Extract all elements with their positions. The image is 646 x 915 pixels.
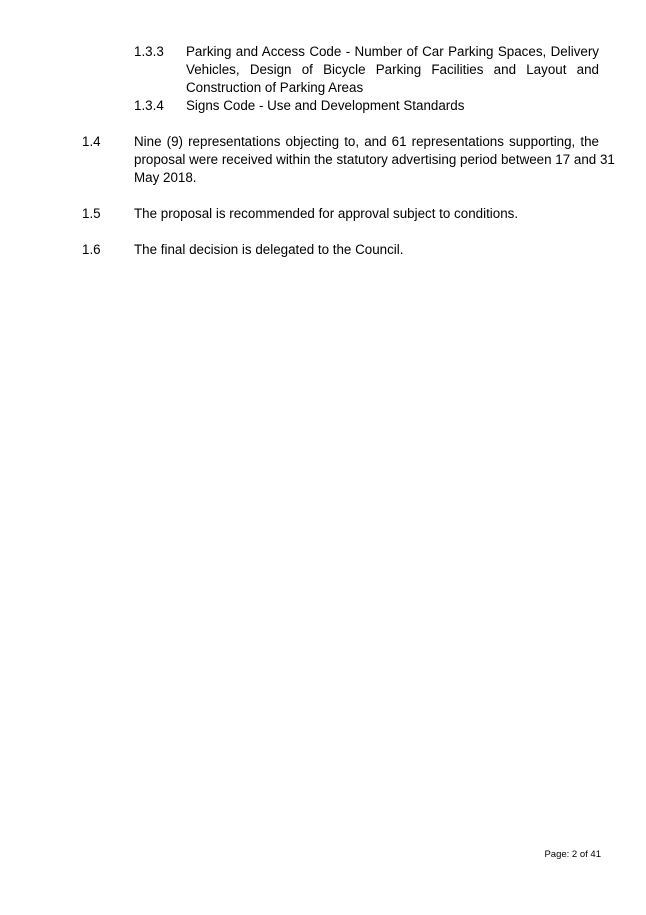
item-text bbox=[134, 241, 599, 259]
item-text bbox=[186, 43, 599, 97]
item-text-line: The proposal is recommended for approval subject to conditions. bbox=[134, 206, 519, 221]
item-number: 1.3.4 bbox=[134, 98, 164, 113]
item-number: 1.6 bbox=[82, 242, 101, 257]
item-text-line: Vehicles, Design of Bicycle Parking Facilities and Layout and bbox=[186, 62, 599, 77]
item-text-line: Nine (9) representations objecting to, and 61 representations supporting, the bbox=[134, 134, 599, 149]
item-number: 1.5 bbox=[82, 206, 101, 221]
item-text bbox=[134, 205, 599, 223]
item-number: 1.3.3 bbox=[134, 44, 164, 59]
item-text-line: Parking and Access Code - Number of Car Parking Spaces, Delivery bbox=[186, 44, 599, 59]
item-text-line: Construction of Parking Areas bbox=[186, 80, 364, 95]
item-text-line: The final decision is delegated to the Council. bbox=[134, 242, 404, 257]
item-text bbox=[186, 97, 599, 115]
item-text-line: Signs Code - Use and Development Standards bbox=[186, 98, 465, 113]
item-text-line: May 2018. bbox=[134, 170, 197, 185]
item-text-line: proposal were received within the statutory advertising period between 17 and 31 bbox=[134, 152, 615, 167]
item-number: 1.4 bbox=[82, 134, 101, 149]
page-number: Page: 2 of 41 bbox=[544, 849, 601, 860]
item-text bbox=[134, 133, 615, 187]
